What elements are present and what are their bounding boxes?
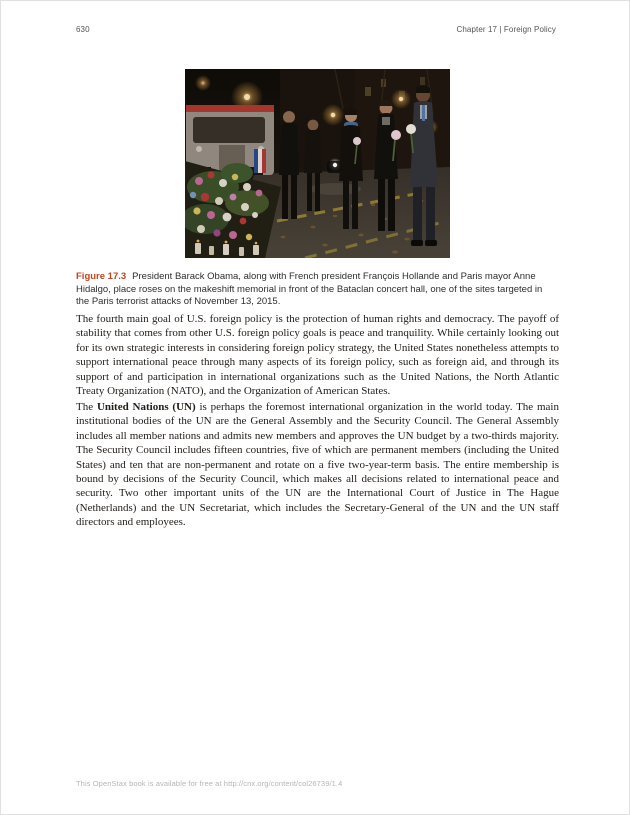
figure-block bbox=[76, 69, 558, 309]
page-header bbox=[76, 25, 556, 34]
figure-label: Figure 17.3 bbox=[76, 271, 127, 282]
memorial-photo-illustration bbox=[185, 69, 450, 258]
figure-caption bbox=[76, 271, 558, 309]
figure-caption-text: President Barack Obama, along with French president François Hollande and Paris mayor Anne Hidalgo, place roses on the makeshift memorial in front of the Bataclan concert hall, one of the sites targeted in the Paris terrorist attacks of November 13, 2015. bbox=[76, 271, 543, 308]
chapter-running-head: Chapter 17 | Foreign Policy bbox=[456, 25, 556, 34]
footer-attribution: This OpenStax book is available for free at http://cnx.org/content/col26739/1.4 bbox=[76, 779, 343, 788]
paragraph-foreign-policy-goal: The fourth main goal of U.S. foreign policy is the protection of human rights and democracy. The payoff of stability that comes from other U.S. foreign policy goals is peace and tranquility. While certainly looking out for its own strategic interests in considering foreign policy strategy, the United States nonetheless attempts to support international peace through many aspects of its foreign policy, such as foreign aid, and through its support of and participation in international organizations such as the United Nations, the North Atlantic Treaty Organization (NATO), and the Organization of American States. bbox=[76, 313, 559, 398]
photo-vignette bbox=[185, 69, 450, 258]
paragraph-united-nations bbox=[76, 400, 559, 530]
paragraph-rest: is perhaps the foremost international organization in the world today. The main institutional bodies of the UN are the General Assembly and the Security Council. The General Assembly includes all member nations and admits new members and approves the UN budget by a two-thirds majority. The Security Council includes fifteen countries, five of which are permanent members (including the United States) and ten that are non-permanent and rotate on a five two-year-term basis. The entire membership is bound by decisions of the Security Council, which makes all decisions related to international peace and security. Two other important units of the UN are the International Court of Justice in The Hague (Netherlands) and the UN Secretariat, which includes the Secretary-General of the UN and the UN staff directors and employees. bbox=[76, 401, 559, 529]
page-number: 630 bbox=[76, 25, 90, 34]
figure-photo bbox=[185, 69, 450, 258]
key-term-united-nations: United Nations (UN) bbox=[96, 401, 196, 413]
paragraph-lead: The bbox=[76, 401, 97, 413]
